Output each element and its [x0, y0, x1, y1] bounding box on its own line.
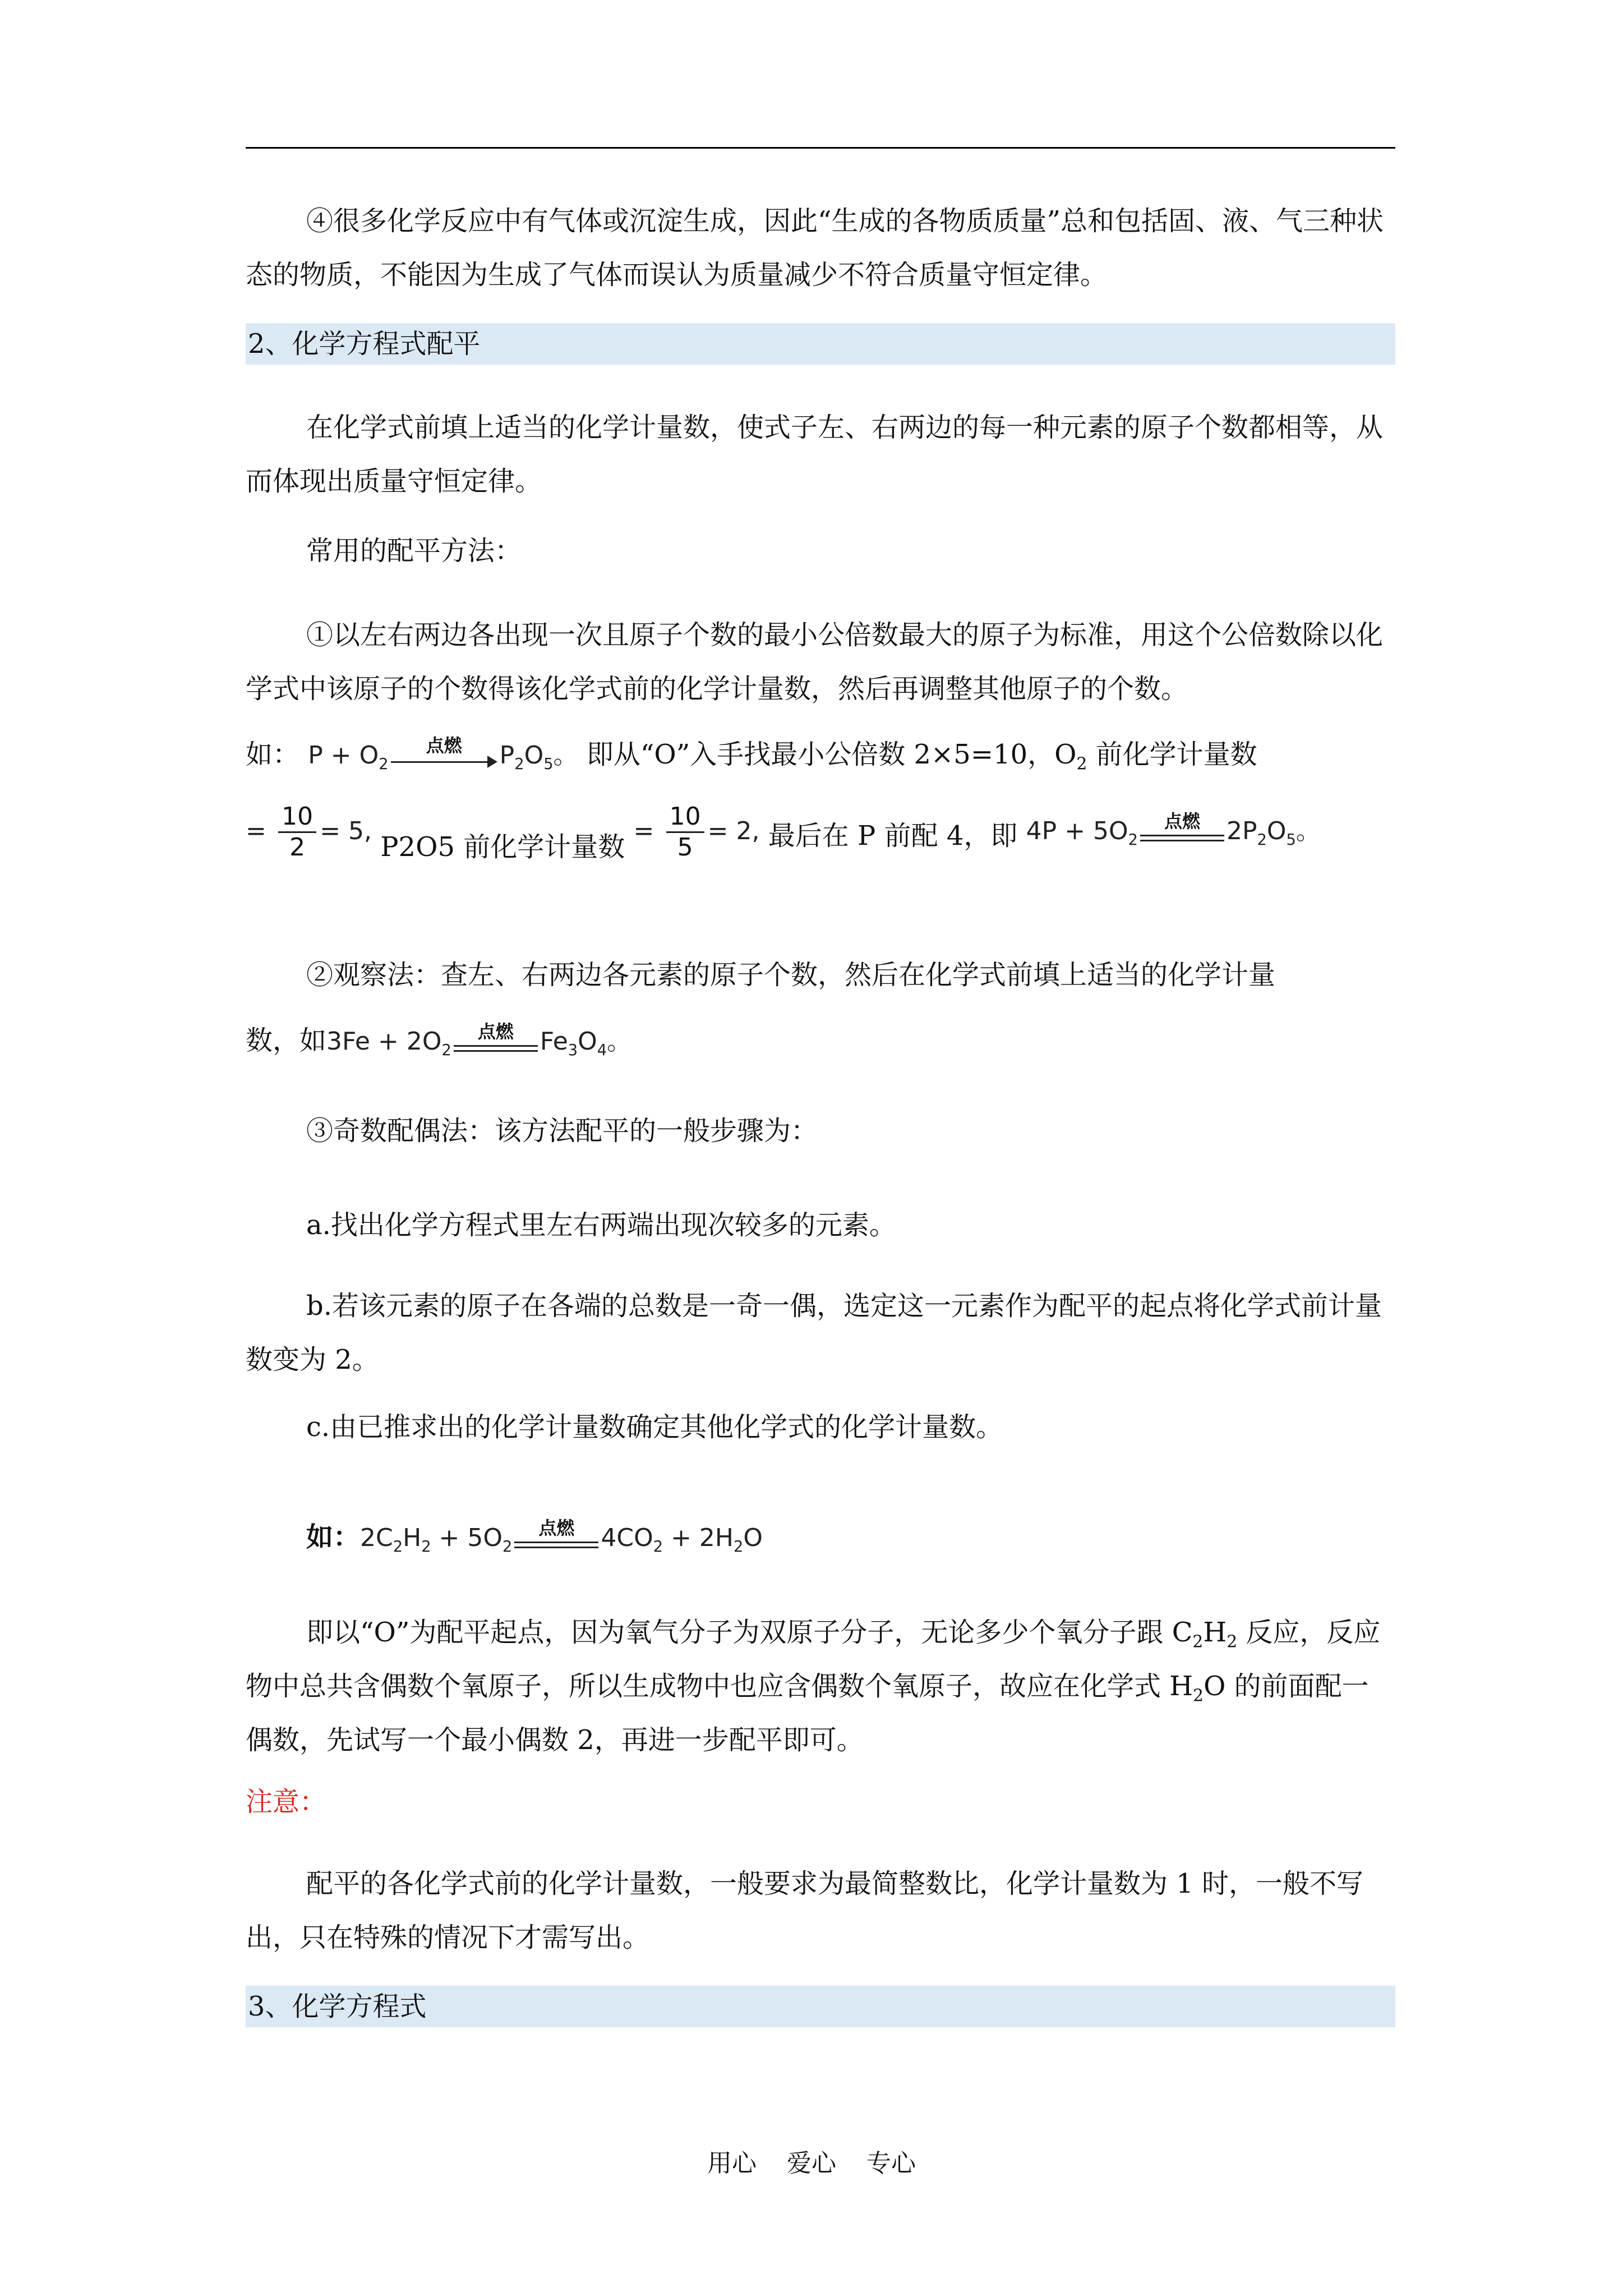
fraction-num: 10	[278, 802, 316, 833]
equation-fe: $3Fe + 2O_2$	[326, 1027, 451, 1059]
p2o5-text: P2O5 前化学计量数	[380, 831, 625, 863]
paragraph-balance-definition: 在化学式前填上适当的化学计量数，使式子左、右两边的每一种元素的原子个数都相等，从而体现出质量守恒定律。	[246, 412, 1384, 497]
paragraph-explain: 即以“O”为配平起点，因为氧气分子为双原子分子，无论多少个氧分子跟 $C_2H_2$ 反应，反应物中总共含偶数个氧原子，所以生成物中也应含偶数个氧原子，故应在化学式 $H_2O$ 的前面配一偶数，先试写一个最小偶数 2，再进一步配平即可。	[246, 1617, 1381, 1756]
final-text: 最后在 P 前配 4，即	[768, 820, 1018, 852]
example-1-explain: 即从“O”入手找最小公倍数 2×5=10，$O_2$ 前化学计量数	[586, 739, 1257, 774]
fe-end: 。	[607, 1027, 632, 1056]
sign-label: 点燃	[477, 1020, 514, 1042]
final-right-o: O	[1266, 817, 1287, 845]
product-o: O	[524, 741, 544, 770]
fraction-den: 2	[289, 833, 306, 862]
c2h2-c: + 5O	[431, 1524, 503, 1552]
step-b: b.若该元素的原子在各端的总数是一奇一偶，选定这一元素作为配平的起点将化学式前计量数变为 2。	[246, 1290, 1382, 1375]
paragraph-method-1: ①以左右两边各出现一次且原子个数的最小公倍数最大的原子为标准，用这个公倍数除以化学式中该原子的个数得该化学式前的化学计量数，然后再调整其他原子的个数。	[246, 619, 1384, 705]
fraction-result-2: = 2,	[707, 817, 760, 845]
page-footer: 用心 爱心 专心	[707, 2149, 916, 2178]
reaction-arrow	[391, 734, 497, 774]
explain-4: O 的前面配一偶数，先试写一个最小偶数 2，再进一步配平即可。	[246, 1671, 1369, 1756]
example-1-line	[246, 724, 1395, 786]
equals-sign: =	[246, 817, 266, 845]
paragraph-method-2: ②观察法：查左、右两边各元素的原子个数，然后在化学式前填上适当的化学计量	[306, 959, 1276, 991]
step-a: a.找出化学方程式里左右两端出现次较多的元素。	[306, 1209, 896, 1241]
product-p: P	[499, 741, 515, 770]
example-3-prefix: 如：	[306, 1521, 361, 1553]
fe-left: 3Fe + 2O	[326, 1027, 442, 1056]
double-line-sign	[514, 1517, 598, 1556]
double-line-sign	[454, 1020, 538, 1060]
fraction-result: = 5,	[320, 817, 372, 845]
paragraph-note: 配平的各化学式前的化学计量数，一般要求为最简整数比，化学计量数为 1 时，一般不写出，只在特殊的情况下才需写出。	[246, 1868, 1364, 1953]
co2: 4CO	[601, 1524, 653, 1552]
final-end: 。	[1295, 817, 1321, 845]
sign-label: 点燃	[1164, 810, 1201, 832]
h2o-b: O	[743, 1524, 763, 1552]
paragraph-method-3: ③奇数配偶法：该方法配平的一般步骤为：	[306, 1115, 818, 1147]
sign-label: 点燃	[538, 1517, 575, 1539]
step-c: c.由已推求出的化学计量数确定其他化学式的化学计量数。	[306, 1411, 1003, 1443]
double-line-sign	[1140, 810, 1224, 849]
example-2-prefix: 数，如	[246, 1025, 327, 1056]
paragraph-intro: ④很多化学反应中有气体或沉淀生成，因此“生成的各物质质量”总和包括固、液、气三种状态的物质，不能因为生成了气体而误认为质量减少不符合质量守恒定律。	[246, 205, 1384, 291]
fraction-10-over-5	[666, 802, 704, 862]
equation-p-o2: $P + O_2$	[308, 741, 389, 773]
example-2-line	[246, 1010, 1395, 1073]
note-label: 注意：	[246, 1786, 327, 1818]
header-rule	[246, 147, 1395, 149]
final-product: $2P_2O_5$。	[1227, 817, 1321, 849]
c2h2-a: 2C	[360, 1524, 393, 1552]
final-left: 4P + 5O	[1026, 817, 1128, 845]
equals-sign-2: =	[633, 817, 654, 845]
lcm-text-end: 前化学计量数	[1087, 739, 1257, 770]
c2h2-products: $4CO_2 + 2H_2O$	[601, 1524, 763, 1556]
fe-product: $Fe_3O_4$。	[540, 1027, 632, 1059]
h2o-a: + 2H	[663, 1524, 734, 1552]
product-end: 。	[553, 741, 578, 770]
fraction-den: 5	[677, 833, 693, 862]
final-equation: $4P + 5O_2$	[1026, 817, 1138, 849]
example-1-fractions-line	[246, 791, 1395, 871]
fe-right-o: O	[578, 1027, 597, 1056]
paragraph-methods-intro: 常用的配平方法：	[306, 535, 522, 567]
fraction-10-over-2	[278, 802, 316, 862]
section-heading-2: 2、化学方程式配平	[246, 323, 1395, 365]
equation-product: $P_2O_5$。	[499, 741, 578, 773]
fe-right: Fe	[540, 1027, 568, 1056]
arrow-label: 点燃	[426, 734, 462, 756]
explain-1: 即以“O”为配平起点，因为氧气分子为双原子分子，无论多少个氧分子跟 C	[306, 1617, 1193, 1648]
example-3-line	[246, 1503, 1395, 1572]
equation-c2h2: $2C_2H_2 + 5O_2$	[360, 1524, 513, 1556]
reactants: P + O	[308, 741, 379, 770]
c2h2-b: H	[403, 1524, 422, 1552]
explain-2: H	[1203, 1617, 1227, 1648]
explain-3: 反应，反应物中总共含偶数个氧原子，所以生成物中也应含偶数个氧原子，故应在化学式 H	[246, 1617, 1381, 1702]
final-right: 2P	[1227, 817, 1257, 845]
lcm-text: 即从“O”入手找最小公倍数 2×5=10，O	[586, 739, 1077, 770]
fraction-num: 10	[666, 802, 704, 833]
section-heading-3: 3、化学方程式	[246, 1986, 1395, 2027]
example-prefix: 如：	[246, 739, 300, 770]
